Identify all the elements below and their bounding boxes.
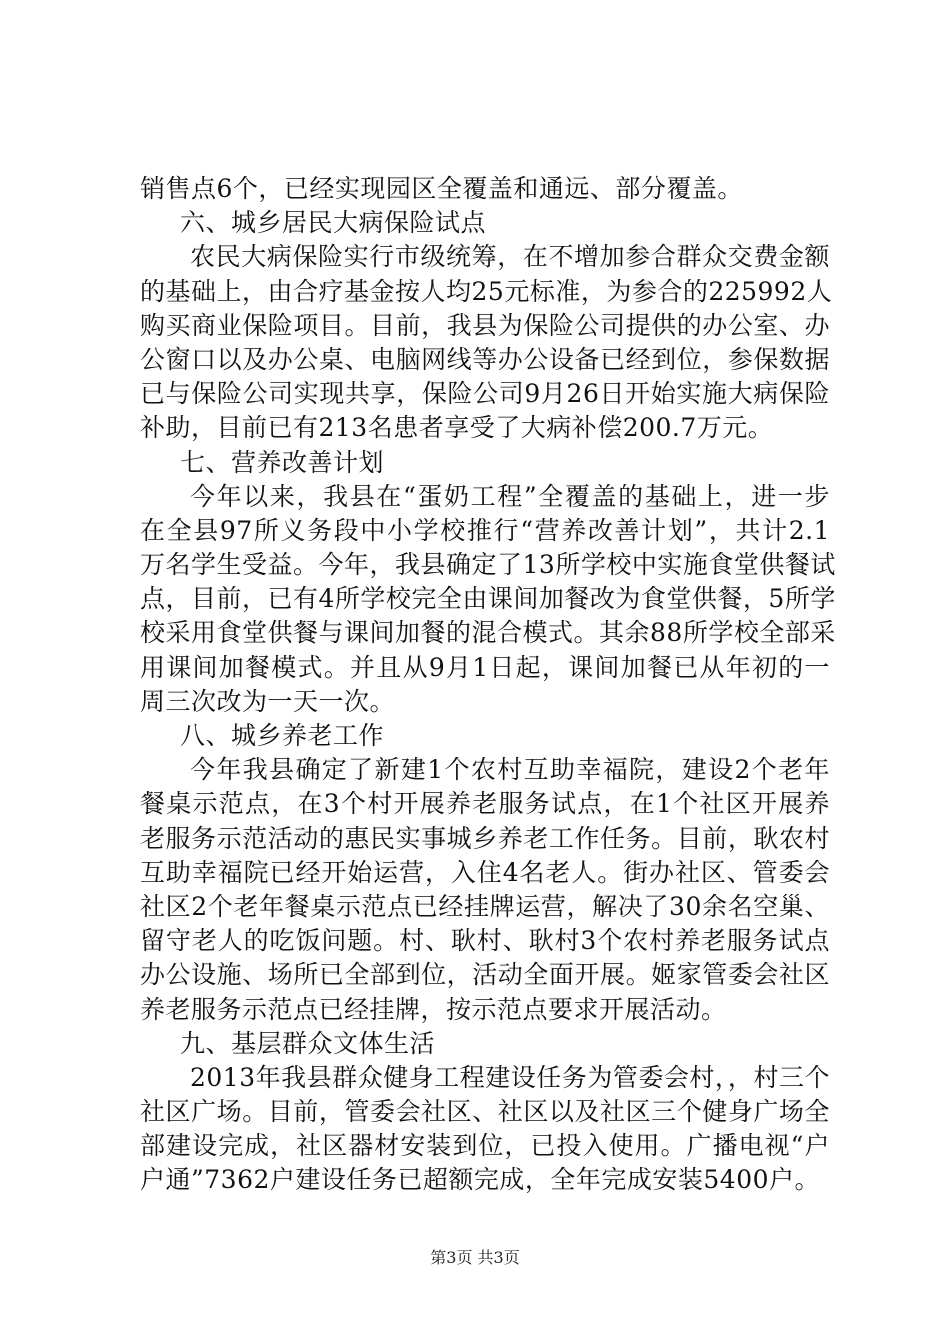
paragraph-line: 社区2个老年餐桌示范点已经挂牌运营，解决了30余名空巢、 — [140, 891, 830, 921]
paragraph-line: 在全县97所义务段中小学校推行“营养改善计划”，共计2.1 — [140, 515, 830, 545]
section-heading: 八、城乡养老工作 — [180, 721, 385, 750]
paragraph-line: 养老服务示范点已经挂牌，按示范点要求开展活动。 — [140, 994, 727, 1024]
paragraph-line: 补助，目前已有213名患者享受了大病补偿200.7万元。 — [140, 413, 774, 443]
paragraph-line: 今年以来，我县在“蛋奶工程”全覆盖的基础上，进一步 — [190, 481, 830, 511]
paragraph-line: 户通”7362户建设任务已超额完成，全年完成安装5400户。 — [140, 1165, 821, 1195]
paragraph-line: 今年我县确定了新建1个农村互助幸福院，建设2个老年 — [190, 755, 830, 785]
paragraph-line: 互助幸福院已经开始运营，入住4名老人。街办社区、管委会 — [140, 857, 830, 887]
paragraph-line: 点，目前，已有4所学校完全由课间加餐改为食堂供餐，5所学 — [140, 584, 836, 614]
section-heading: 九、基层群众文体生活 — [180, 1028, 436, 1058]
paragraph-line: 用课间加餐模式。并且从9月1日起，课间加餐已从年初的一 — [140, 652, 830, 682]
paragraph-line: 销售点6个，已经实现园区全覆盖和通远、部分覆盖。 — [140, 174, 743, 203]
paragraph-line: 已与保险公司实现共享，保险公司9月26日开始实施大病保险 — [140, 379, 830, 409]
paragraph-line: 周三次改为一天一次。 — [140, 686, 396, 716]
page-footer: 第3页 共3页 — [430, 1248, 520, 1267]
paragraph-line: 留守老人的吃饭问题。村、耿村、耿村3个农村养老服务试点 — [140, 926, 830, 956]
paragraph-line: 2013年我县群众健身工程建设任务为管委会村，，村三个 — [190, 1062, 830, 1092]
paragraph-line: 社区广场。目前，管委会社区、社区以及社区三个健身广场全 — [140, 1097, 830, 1127]
section-heading: 七、营养改善计划 — [180, 447, 385, 477]
paragraph-line: 办公设施、场所已全部到位，活动全面开展。姬家管委会社区 — [140, 960, 830, 990]
paragraph-line: 校采用食堂供餐与课间加餐的混合模式。其余88所学校全部采 — [140, 618, 836, 648]
paragraph-line: 公窗口以及办公桌、电脑网线等办公设备已经到位，参保数据 — [140, 344, 830, 374]
paragraph-line: 万名学生受益。今年，我县确定了13所学校中实施食堂供餐试 — [140, 550, 836, 580]
paragraph-line: 老服务示范活动的惠民实事城乡养老工作任务。目前，耿农村 — [140, 823, 830, 853]
paragraph-line: 购买商业保险项目。目前，我县为保险公司提供的办公室、办 — [140, 310, 830, 340]
document-body — [140, 172, 836, 1198]
paragraph-line: 农民大病保险实行市级统筹，在不增加参合群众交费金额 — [190, 242, 830, 272]
section-heading: 六、城乡居民大病保险试点 — [180, 208, 487, 238]
paragraph-line: 餐桌示范点，在3个村开展养老服务试点，在1个社区开展养 — [140, 789, 830, 819]
paragraph-line: 的基础上，由合疗基金按人均25元标准，为参合的225992人 — [140, 276, 833, 306]
paragraph-line: 部建设完成，社区器材安装到位，已投入使用。广播电视“户 — [140, 1131, 830, 1161]
